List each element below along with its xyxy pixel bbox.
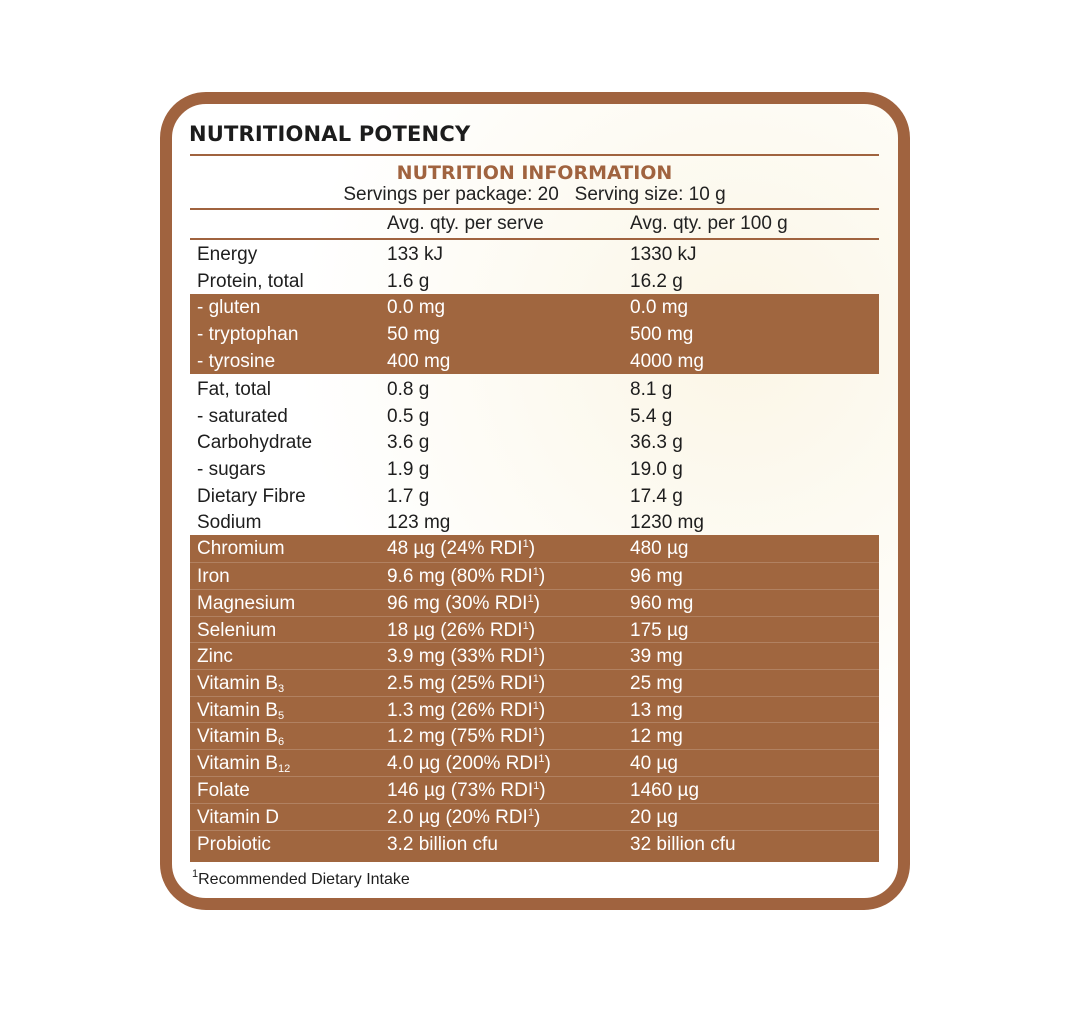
rdi-close-paren: ) [528,538,536,559]
nutrient-label: Selenium [197,620,277,641]
value-per-serve [387,593,540,615]
value-per-serve [387,486,429,508]
nutrient-label: - tyrosine [197,351,276,372]
table-row [190,830,879,860]
nutrient-label: - sugars [197,459,266,480]
table-row [190,589,879,616]
nutrient-name [197,351,275,373]
value-per-serve-text: 1.7 g [387,486,430,507]
nutrient-label: Vitamin B [197,700,278,721]
nutrient-label: Fat, total [197,379,271,400]
nutrient-name [197,620,276,642]
table-row [190,749,879,776]
value-per-100g: 36.3 g [630,432,683,453]
value-per-serve [387,700,545,722]
rdi-footnote-marker: 1 [532,726,539,738]
value-per-100g: 32 billion cfu [630,834,736,855]
value-per-serve-text: 146 µg (73% RDI [387,780,534,801]
nutrient-name [197,834,271,856]
page-title: NUTRITIONAL POTENCY [189,122,471,146]
value-per-serve-text: 9.6 mg (80% RDI [387,566,533,587]
table-row [190,376,879,403]
rdi-footnote-marker: 1 [532,646,539,658]
value-per-serve [387,379,429,401]
footnote [192,868,410,889]
serving-size: Serving size: 10 g [574,184,726,205]
value-per-serve-text: 400 mg [387,351,451,372]
rdi-close-paren: ) [539,780,546,801]
rdi-footnote-marker: 1 [538,753,545,765]
value-per-serve-text: 3.6 g [387,432,430,453]
nutrient-name [197,459,266,481]
value-per-serve-text: 1.6 g [387,271,430,292]
nutrient-label: - gluten [197,297,261,318]
nutrient-label: Protein, total [197,271,304,292]
value-per-100g: 19.0 g [630,459,683,480]
panel-title: NUTRITION INFORMATION [396,162,673,184]
value-per-100g: 96 mg [630,566,683,587]
value-per-100g: 0.0 mg [630,297,689,318]
value-per-100g: 8.1 g [630,379,673,400]
value-per-100g: 960 mg [630,593,694,614]
table-row [190,294,879,321]
vitamin-subscript: 5 [277,710,285,722]
value-per-serve-text: 1.2 mg (75% RDI [387,726,533,747]
nutrient-label: Chromium [197,538,285,559]
nutrient-label: - tryptophan [197,324,299,345]
servings-divider [190,208,879,210]
rdi-close-paren: ) [544,753,551,774]
table-row [190,803,879,830]
value-per-serve [387,646,545,668]
value-per-100g: 1330 kJ [630,244,697,265]
value-per-serve-text: 0.8 g [387,379,430,400]
rdi-close-paren: ) [538,566,546,587]
vitamin-subscript: 12 [277,763,291,775]
table-row [190,669,879,696]
nutrient-label: Vitamin B [197,753,278,774]
value-per-100g: 175 µg [630,620,689,641]
rdi-close-paren: ) [533,807,541,828]
value-per-serve [387,538,535,560]
value-per-serve [387,753,551,775]
rdi-footnote-marker: 1 [532,566,539,578]
value-per-100g: 500 mg [630,324,694,345]
table-row [190,616,879,642]
rdi-close-paren: ) [538,673,546,694]
table-row [190,403,879,429]
rdi-close-paren: ) [528,620,536,641]
value-per-serve [387,726,545,748]
value-per-serve-text: 1.9 g [387,459,430,480]
heading-divider [190,154,879,156]
rdi-footnote-marker: 1 [522,620,529,632]
value-per-serve [387,673,545,695]
rdi-close-paren: ) [538,700,546,721]
value-per-100g: 12 mg [630,726,683,747]
servings-line [190,184,879,206]
nutrient-label: Dietary Fibre [197,486,306,507]
value-per-serve [387,406,429,428]
header-divider [190,238,879,240]
table-row [190,535,879,562]
column-header-per-serve: Avg. qty. per serve [387,213,544,234]
value-per-serve [387,780,546,802]
value-per-serve-text: 2.0 µg (20% RDI [387,807,528,828]
table-row [190,456,879,483]
nutrient-name [197,646,233,668]
footnote-marker: 1 [192,868,199,880]
value-per-100g: 16.2 g [630,271,683,292]
rdi-close-paren: ) [533,593,540,614]
nutrient-name [197,406,288,428]
footnote-text: Recommended Dietary Intake [198,871,410,888]
nutrient-name [197,297,260,319]
rdi-footnote-marker: 1 [533,780,540,792]
table-row [190,321,879,348]
value-per-serve-text: 3.2 billion cfu [387,834,498,855]
nutrient-name [197,753,290,775]
nutrient-name [197,593,295,615]
value-per-serve-text: 96 mg (30% RDI [387,593,528,614]
value-per-serve [387,432,429,454]
nutrient-name [197,673,284,695]
nutrient-name [197,807,279,829]
value-per-serve [387,620,535,642]
value-per-serve [387,512,450,534]
rows-micronutrients-band [190,535,879,862]
nutrient-label: Vitamin B [197,673,278,694]
value-per-100g: 5.4 g [630,406,673,427]
value-per-serve-text: 3.9 mg (33% RDI [387,646,533,667]
table-row [190,509,879,535]
value-per-serve [387,566,545,588]
vitamin-subscript: 3 [277,683,285,695]
value-per-100g: 17.4 g [630,486,683,507]
value-per-serve [387,297,445,319]
value-per-100g: 40 µg [630,753,678,774]
servings-per-package: Servings per package: 20 [343,184,559,205]
value-per-serve [387,271,429,293]
value-per-serve-text: 48 µg (24% RDI [387,538,523,559]
nutrient-label: Zinc [197,646,233,667]
nutrient-name [197,538,285,560]
rows-amino-acids-band [190,294,879,374]
column-header-per-100g: Avg. qty. per 100 g [630,213,788,234]
value-per-100g: 480 µg [630,538,689,559]
nutrient-label: Vitamin D [197,807,280,828]
nutrient-label: Probiotic [197,834,271,855]
nutrient-name [197,780,250,802]
nutrient-name [197,700,284,722]
value-per-100g: 13 mg [630,700,683,721]
value-per-serve [387,834,498,856]
value-per-100g: 1230 mg [630,512,704,533]
value-per-100g: 1460 µg [630,780,700,801]
value-per-serve-text: 0.5 g [387,406,430,427]
rdi-close-paren: ) [538,726,546,747]
table-row [190,241,879,268]
value-per-serve [387,244,443,266]
table-row [190,429,879,456]
nutrient-name [197,244,257,266]
table-row [190,722,879,749]
value-per-100g: 39 mg [630,646,683,667]
value-per-serve-text: 133 kJ [387,244,443,265]
value-per-serve-text: 18 µg (26% RDI [387,620,523,641]
nutrient-name [197,566,230,588]
nutrient-name [197,379,271,401]
nutrient-label: Magnesium [197,593,296,614]
nutrient-name [197,324,298,346]
rdi-footnote-marker: 1 [532,673,539,685]
nutrient-label: Sodium [197,512,262,533]
rows-macronutrients [190,376,879,535]
table-row [190,642,879,669]
nutrient-name [197,726,284,748]
value-per-serve-text: 4.0 µg (200% RDI [387,753,539,774]
value-per-serve-text: 2.5 mg (25% RDI [387,673,533,694]
value-per-serve [387,351,450,373]
value-per-serve [387,324,440,346]
value-per-100g: 25 mg [630,673,683,694]
nutrient-label: Energy [197,244,258,265]
table-row [190,776,879,803]
value-per-serve-text: 0.0 mg [387,297,446,318]
value-per-serve [387,459,429,481]
rdi-close-paren: ) [538,646,546,667]
table-row [190,562,879,589]
rows-energy-protein [190,241,879,295]
nutrient-label: Folate [197,780,250,801]
table-row [190,483,879,509]
value-per-serve [387,807,540,829]
nutrient-name [197,486,306,508]
nutrient-label: Vitamin B [197,726,278,747]
rdi-footnote-marker: 1 [532,700,539,712]
value-per-serve-text: 123 mg [387,512,451,533]
value-per-serve-text: 1.3 mg (26% RDI [387,700,533,721]
nutrient-name [197,432,312,454]
vitamin-subscript: 6 [277,736,285,748]
nutrient-label: Carbohydrate [197,432,313,453]
value-per-serve-text: 50 mg [387,324,440,345]
value-per-100g: 20 µg [630,807,678,828]
table-row [190,268,879,295]
table-row [190,696,879,722]
rdi-footnote-marker: 1 [527,807,534,819]
rdi-footnote-marker: 1 [527,593,534,605]
nutrient-label: - saturated [197,406,288,427]
nutrient-label: Iron [197,566,230,587]
nutrient-name [197,271,304,293]
value-per-100g: 4000 mg [630,351,704,372]
table-row [190,348,879,374]
rdi-footnote-marker: 1 [522,538,529,550]
nutrient-name [197,512,261,534]
